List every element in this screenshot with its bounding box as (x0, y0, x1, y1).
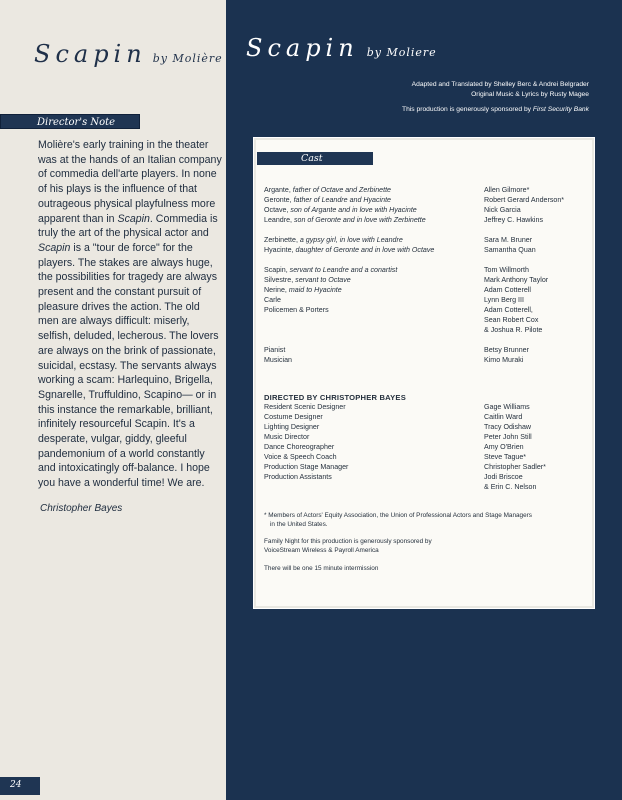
left-page (0, 0, 226, 800)
staff-row (264, 443, 584, 453)
cast-actor: Lynn Berg III (484, 296, 524, 304)
directors-note-body (38, 138, 223, 491)
cast-row (264, 216, 584, 226)
cast-panel (254, 138, 594, 608)
cast-role: Nerine, (264, 286, 289, 294)
cast-row (264, 246, 584, 256)
staff-row (264, 463, 584, 473)
staff-row (264, 483, 584, 493)
cast-actor: & Joshua R. Pilote (484, 326, 543, 334)
cast-row (264, 186, 584, 196)
staff-name: Gage Williams (484, 403, 530, 411)
credits-music: Original Music & Lyrics by Rusty Magee (471, 90, 589, 98)
staff-role: Production Stage Manager (264, 463, 349, 471)
family-night-line-1: Family Night for this production is generously sponsored by (264, 538, 432, 545)
staff-name: Caitlin Ward (484, 413, 523, 421)
family-night-line-2: VoiceStream Wireless & Payroll America (264, 546, 379, 554)
cast-role-description: a gypsy girl, in love with Leandre (299, 236, 403, 244)
cast-row (264, 286, 584, 296)
note-segment: is a "tour de force" for the players. The stakes are always huge, the possibilities for tragedy are always present and the constant pursuit of pleasure drives the action. The old men are always difficult: miserly, selfish, deluded, lecherous. The lovers are always on the brink of passionate, suicidal, ecstasy. The servants always working a scam: Harlequino, Brigella, Sgnarelle, Truffuldino, Scapino— or in this instance the remarkable, brilliant, infinitely resourceful Scapin. It's a desperate, vulgar, giddy, gleeful pandemonium of a world constantly and intoxicatingly off-balance. I hope you have a wonderful time! We are. (38, 241, 219, 490)
staff-role: Voice & Speech Coach (264, 453, 337, 461)
cast-role: Policemen & Porters (264, 306, 329, 314)
cast-role: Musician (264, 356, 292, 364)
cast-role: Hyacinte, (264, 246, 296, 254)
cast-role-description: son of Geronte and in love with Zerbinette (293, 216, 426, 224)
cast-row (264, 196, 584, 206)
cast-row (264, 346, 584, 356)
cast-role-description: father of Octave and Zerbinette (292, 186, 391, 194)
equity-note-line-1: * Members of Actors' Equity Association, the Union of Professional Actors and Stage Managers (264, 512, 532, 519)
staff-name: Tracy Odishaw (484, 423, 532, 431)
staff-name: Amy O'Brien (484, 443, 524, 451)
note-segment: Scapin (117, 212, 150, 225)
cast-role-description: son of Argante and in love with Hyacinte (290, 206, 417, 214)
production-credits (412, 80, 589, 99)
page-number-tab (0, 777, 40, 795)
intermission-note: There will be one 15 minute intermission (264, 565, 379, 572)
cast-role: Octave, (264, 206, 291, 214)
cast-actor: Allen Gilmore* (484, 186, 530, 194)
staff-name: & Erin C. Nelson (484, 483, 537, 491)
cast-role: Pianist (264, 346, 286, 354)
staff-role: Production Assistants (264, 473, 332, 481)
cast-row (264, 296, 584, 306)
cast-role: Leandre, (264, 216, 294, 224)
sponsor-line (402, 106, 589, 113)
cast-role: Argante, (264, 186, 293, 194)
cast-row (264, 266, 584, 276)
cast-actor: Robert Gerard Anderson* (484, 196, 565, 204)
cast-actor: Samantha Quan (484, 246, 536, 254)
note-segment: Molière's early training in the theater was at the hands of an Italian company of commedia dell'arte players. In none of his plays is the influence of that outrageous physical playfulness more apparent than in (38, 139, 222, 225)
left-title-main: Scapin (34, 40, 147, 68)
equity-note (264, 512, 532, 529)
cast-role: Zerbinette, (264, 236, 300, 244)
cast-role-description: daughter of Geronte and in love with Octave (295, 246, 435, 254)
directors-note-banner (0, 114, 140, 129)
sponsor-prefix: This production is generously sponsored by (402, 106, 533, 113)
cast-role: Carle (264, 296, 281, 304)
cast-row (264, 316, 584, 326)
cast-row (264, 276, 584, 286)
staff-name: Peter John Still (484, 433, 532, 441)
page-number: 24 (10, 780, 22, 790)
staff-role: Resident Scenic Designer (264, 403, 346, 411)
family-night-note (264, 538, 432, 555)
staff-name: Christopher Sadler* (484, 463, 546, 471)
cast-actor: Jeffrey C. Hawkins (484, 216, 544, 224)
staff-role: Costume Designer (264, 413, 323, 421)
staff-row (264, 423, 584, 433)
staff-row (264, 433, 584, 443)
staff-row (264, 413, 584, 423)
right-page-title (246, 34, 437, 62)
cast-role-description: servant to Leandre and a conartist (289, 266, 398, 274)
cast-role-description: maid to Hyacinte (288, 286, 342, 294)
staff-name: Steve Tague* (484, 453, 527, 461)
sponsor-name: First Security Bank (532, 106, 589, 113)
directors-note-heading: Director's Note (37, 117, 116, 128)
director-signature: Christopher Bayes (40, 503, 123, 514)
note-segment: Scapin (38, 241, 71, 254)
cast-role: Geronte, (264, 196, 294, 204)
staff-role: Music Director (264, 433, 310, 441)
equity-note-line-2: in the United States. (270, 520, 328, 528)
cast-row (264, 206, 584, 216)
staff-row (264, 403, 584, 413)
directed-by-heading: DIRECTED BY CHRISTOPHER BAYES (264, 393, 406, 402)
cast-row (264, 356, 584, 366)
credits-adapted: Adapted and Translated by Shelley Berc & Andrei Belgrader (411, 81, 589, 88)
right-title-by: by Moliere (366, 46, 437, 59)
cast-actor: Nick Garcia (484, 206, 521, 214)
cast-actor: Kimo Muraki (484, 356, 524, 364)
staff-role: Dance Choreographer (264, 443, 335, 451)
staff-name: Jodi Briscoe (484, 473, 523, 481)
cast-actor: Mark Anthony Taylor (484, 276, 549, 284)
left-title-by: by Molière (152, 52, 223, 65)
cast-row (264, 326, 584, 336)
cast-actor: Sara M. Bruner (484, 236, 533, 244)
left-page-title (34, 40, 223, 68)
cast-role-description: servant to Octave (295, 276, 351, 284)
staff-row (264, 453, 584, 463)
cast-row (264, 236, 584, 246)
cast-heading: Cast (301, 153, 323, 164)
cast-row (264, 306, 584, 316)
note-segment: . Commedia is truly the art of the physical actor and (38, 212, 218, 240)
cast-actor: Tom Willmorth (484, 266, 529, 274)
cast-actor: Betsy Brunner (484, 346, 529, 354)
cast-role-description: father of Leandre and Hyacinte (293, 196, 391, 204)
cast-actor: Sean Robert Cox (484, 316, 539, 324)
cast-actor: Adam Cotterell, (484, 306, 533, 314)
cast-actor: Adam Cotterell (484, 286, 531, 294)
cast-role: Scapin, (264, 266, 290, 274)
cast-role: Silvestre, (264, 276, 296, 284)
cast-banner (257, 152, 373, 165)
right-title-main: Scapin (246, 34, 359, 62)
staff-row (264, 473, 584, 483)
staff-role: Lighting Designer (264, 423, 320, 431)
